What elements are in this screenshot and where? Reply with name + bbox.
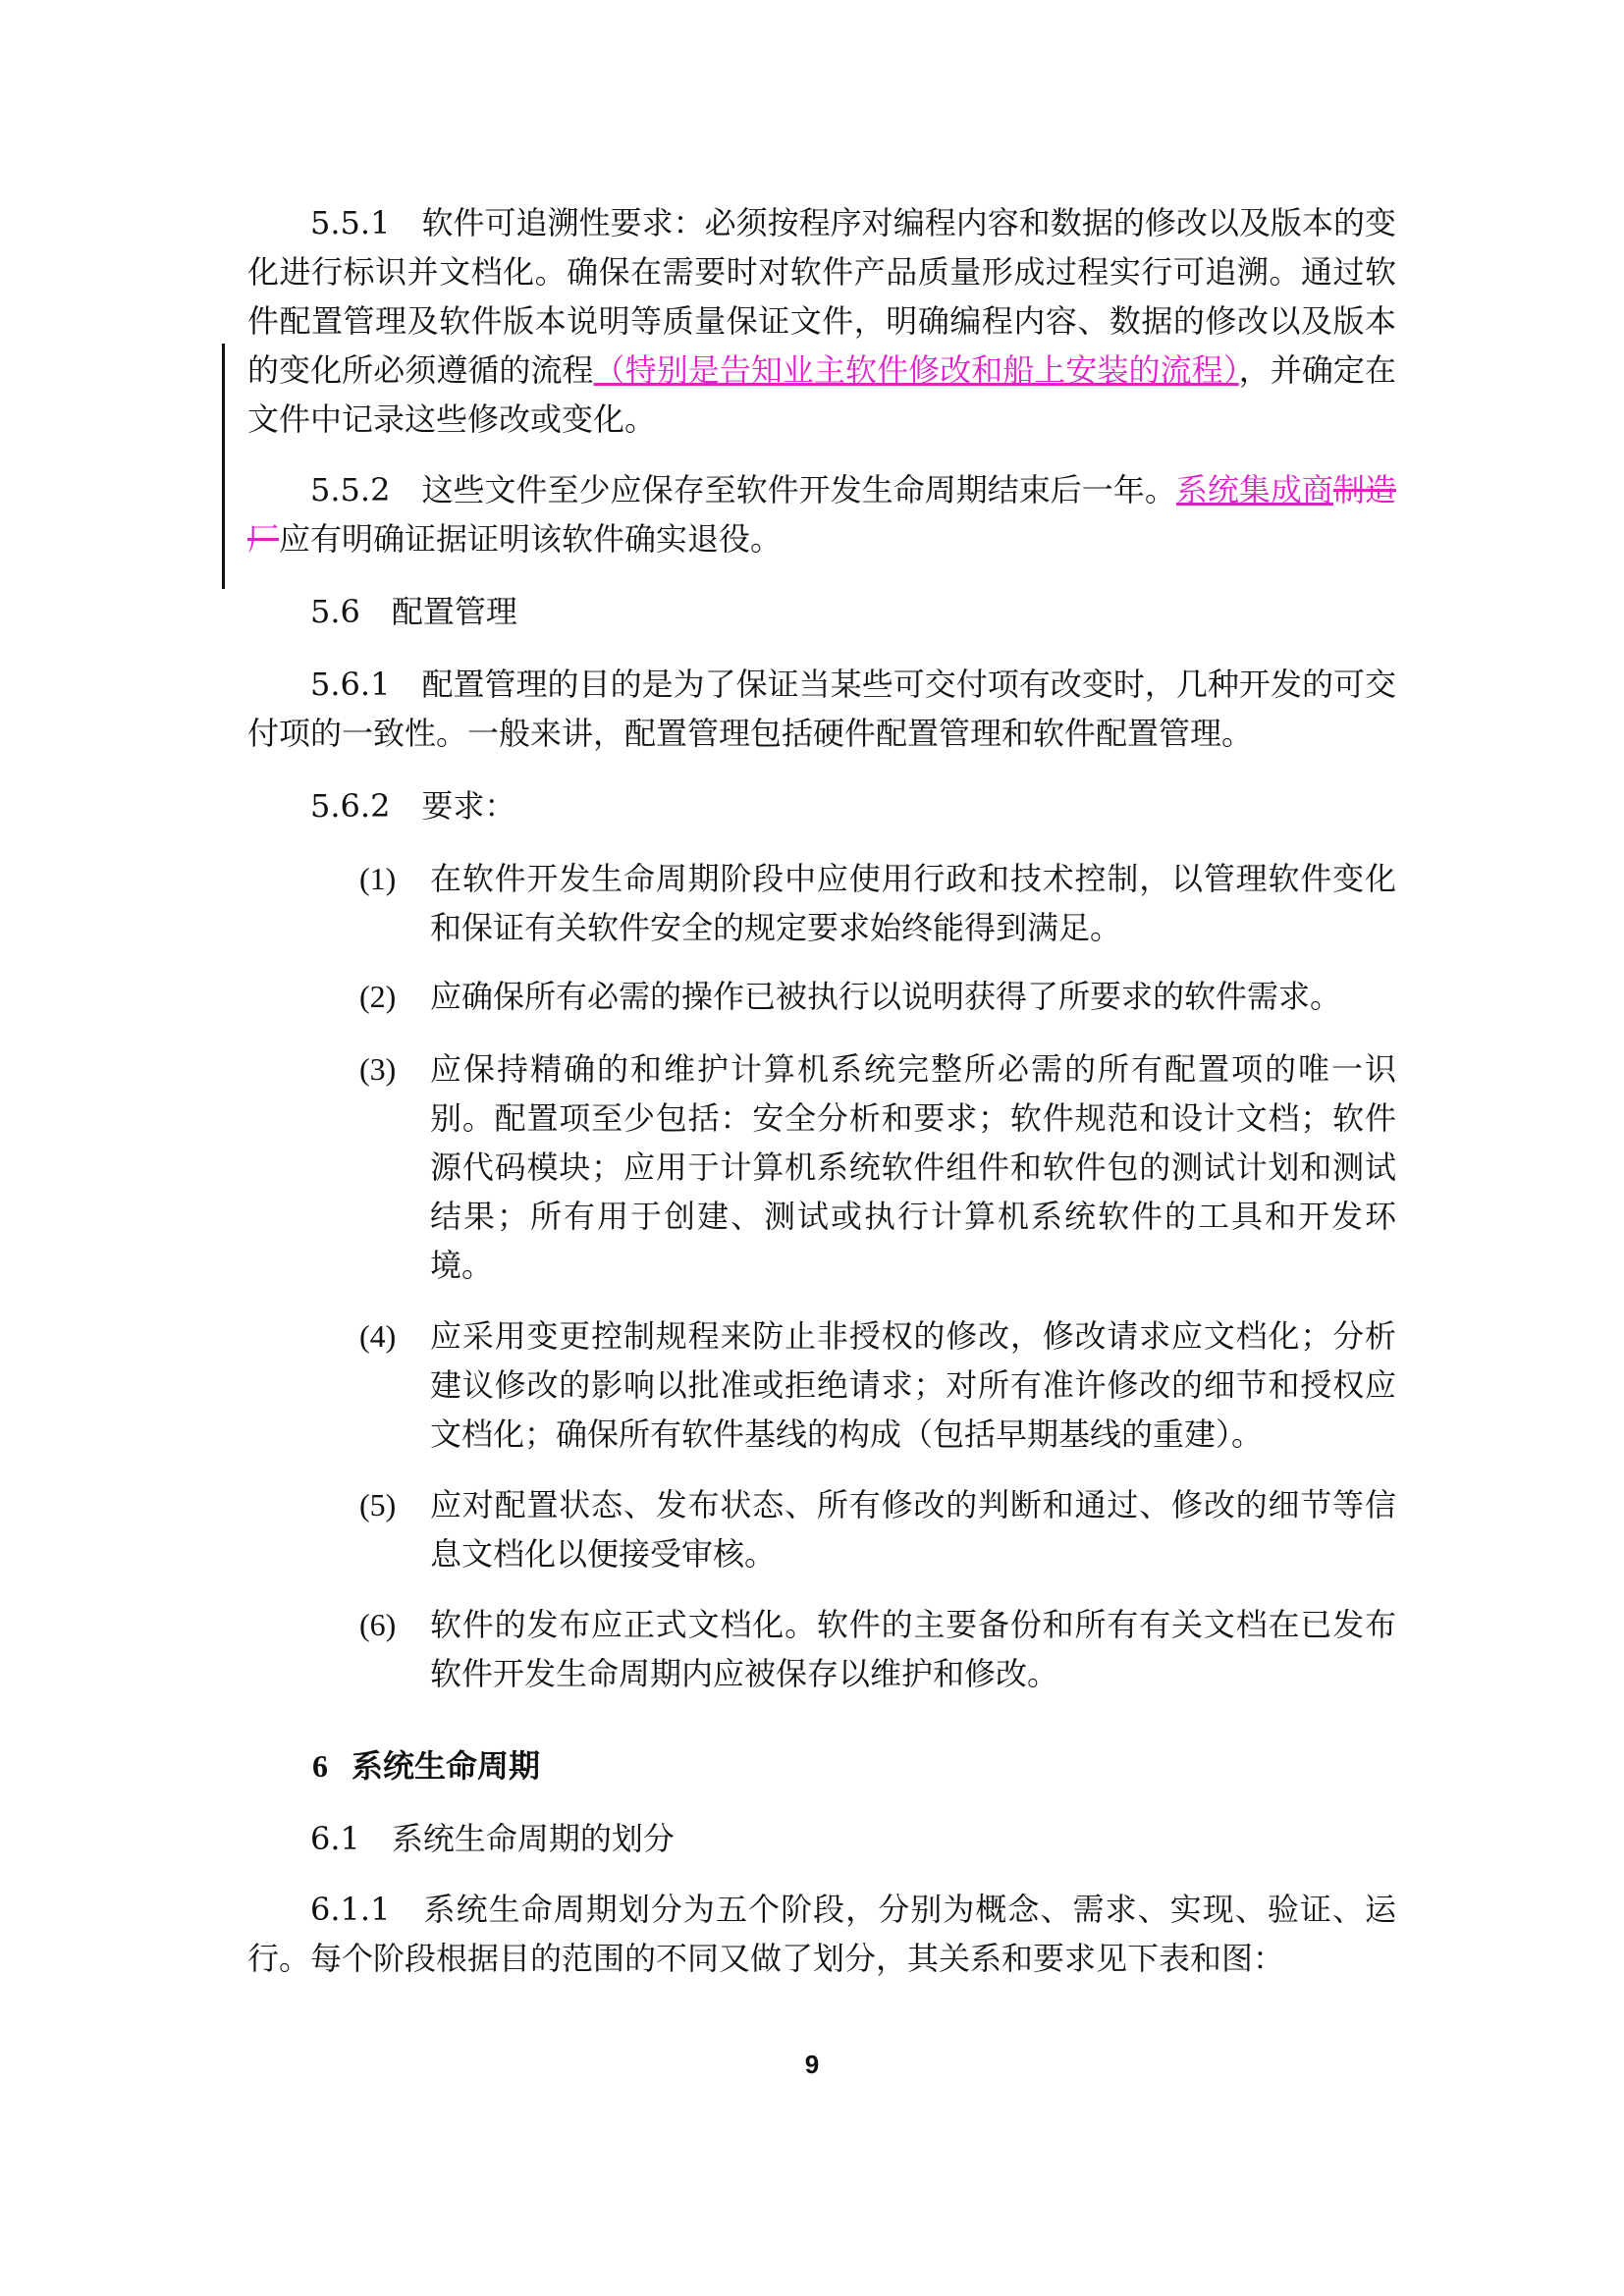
- revision-change-bar: [222, 344, 225, 589]
- list-item-text: 软件的发布应正式文档化。软件的主要备份和所有有关文档在已发布软件开发生命周期内应被保存以维护和修改。: [430, 1606, 1396, 1692]
- para-5-6-2-text: 5.6.2 要求：: [310, 787, 516, 825]
- list-item-number: (4): [359, 1318, 397, 1354]
- list-item-text: 应确保所有必需的操作已被执行以说明获得了所要求的软件需求。: [430, 978, 1342, 1015]
- heading-6-1: [247, 1814, 1396, 1863]
- list-item-text: 应保持精确的和维护计算机系统完整所必需的所有配置项的唯一识别。配置项至少包括：安全分析和要求；软件规范和设计文档；软件源代码模块；应用于计算机系统软件组件和软件包的测试计划和测试结果；所有用于创建、测试或执行计算机系统软件的工具和开发环境。: [430, 1050, 1396, 1284]
- list-item-text: 应对配置状态、发布状态、所有修改的判断和通过、修改的细节等信息文档化以便接受审核。: [430, 1486, 1396, 1573]
- list-item-5: [247, 1480, 1396, 1578]
- para-5-5-2-text-end: 应有明确证据证明该软件确实退役。: [279, 520, 783, 558]
- list-item-number: (5): [359, 1487, 397, 1522]
- list-item-number: (3): [359, 1051, 397, 1087]
- inserted-revision-text: 系统集成商: [1175, 471, 1333, 508]
- inserted-revision-text: （特别是告知业主软件修改和船上安装的流程）: [593, 351, 1239, 389]
- list-item-6: [247, 1600, 1396, 1698]
- list-item-1: [247, 854, 1396, 952]
- list-item-number: (2): [359, 979, 397, 1014]
- para-5-5-2-text: 5.5.2 这些文件至少应保存至软件开发生命周期结束后一年。: [310, 471, 1176, 508]
- heading-6-1-text: 6.1 系统生命周期的划分: [310, 1820, 675, 1857]
- list-item-text: 应采用变更控制规程来防止非授权的修改，修改请求应文档化；分析建议修改的影响以批准或拒绝请求；对所有准许修改的细节和授权应文档化；确保所有软件基线的构成（包括早期基线的重建）。: [430, 1317, 1396, 1453]
- list-item-4: [247, 1311, 1396, 1459]
- section-6-heading: [247, 1741, 1396, 1790]
- list-item-number: (6): [359, 1607, 397, 1642]
- para-5-5-2: [247, 465, 1396, 563]
- para-5-5-1-text-end: ，并确定在文件中记录这些修改或变化。: [247, 351, 1396, 438]
- section-title: 系统生命周期: [352, 1747, 541, 1785]
- heading-5-6-text: 5.6 配置管理: [310, 593, 517, 630]
- para-5-5-1-text: 5.5.1 软件可追溯性要求：必须按程序对编程内容和数据的修改以及版本的变化进行标识并文档化。确保在需要时对软件产品质量形成过程实行可追溯。通过软件配置管理及软件版本说明等质量保证文件，明确编程内容、数据的修改以及版本的变化所必须遵循的流程: [247, 204, 1396, 389]
- para-5-5-1: [247, 198, 1396, 444]
- para-5-6-1-text: 5.6.1 配置管理的目的是为了保证当某些可交付项有改变时，几种开发的可交付项的一致性。一般来讲，配置管理包括硬件配置管理和软件配置管理。: [247, 666, 1396, 752]
- page-number: 9: [804, 2050, 820, 2079]
- deleted-revision-text: 制造厂: [247, 471, 1396, 558]
- para-5-6-2: [247, 781, 1396, 830]
- list-item-number: (1): [359, 861, 397, 896]
- para-6-1-1: [247, 1885, 1396, 1983]
- para-5-6-1: [247, 660, 1396, 758]
- heading-5-6: [247, 587, 1396, 636]
- list-item-2: [247, 972, 1396, 1021]
- section-number: 6: [312, 1748, 328, 1784]
- list-item-3: [247, 1044, 1396, 1290]
- para-6-1-1-text: 6.1.1 系统生命周期划分为五个阶段，分别为概念、需求、实现、验证、运行。每个阶段根据目的范围的不同又做了划分，其关系和要求见下表和图：: [247, 1891, 1396, 1977]
- list-item-text: 在软件开发生命周期阶段中应使用行政和技术控制，以管理软件变化和保证有关软件安全的规定要求始终能得到满足。: [430, 860, 1396, 946]
